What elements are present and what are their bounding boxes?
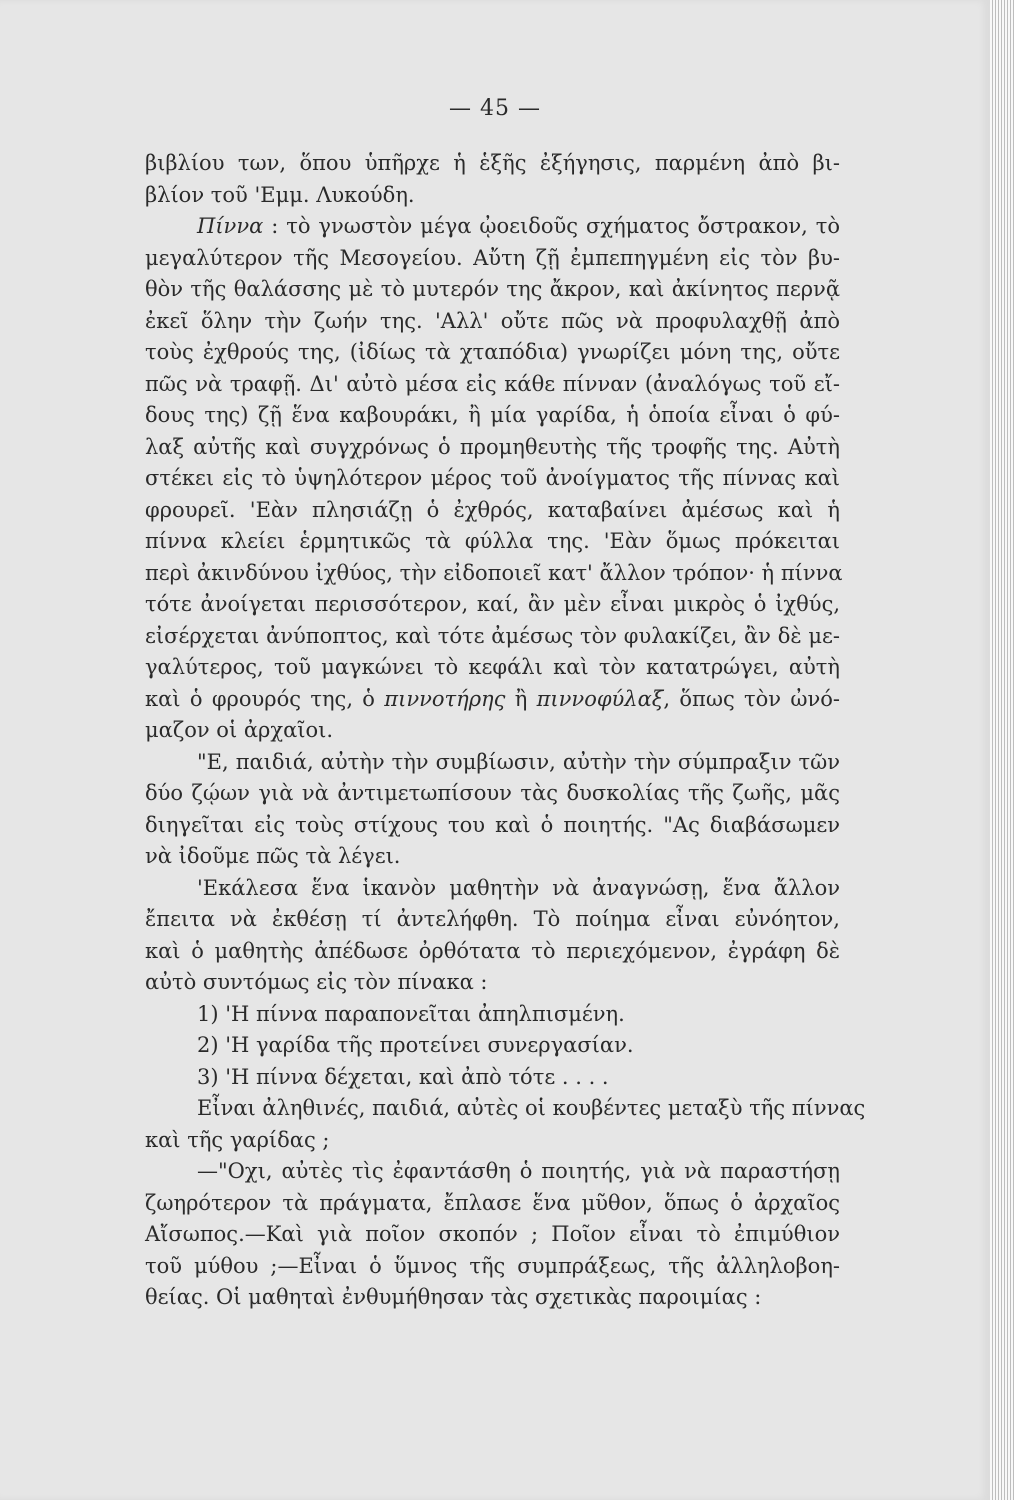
text-line: γαλύτερος, τοῦ μαγκώνει τὸ κεφάλι καὶ τὸν κατατρώγει, αὐτὴ [145,655,840,679]
text-line: ἐκεῖ ὅλην τὴν ζωήν της. 'Αλλ' οὔτε πῶς νὰ προφυλαχθῇ ἀπὸ [145,308,840,333]
text-line: πῶς νὰ τραφῇ. Δι' αὐτὸ μέσα εἰς κάθε πίνναν (ἀναλόγως τοῦ εἴ- [145,371,840,396]
text-span: καὶ ὁ φρουρός της, ὁ [145,686,385,711]
text-line: βλίον τοῦ 'Εμμ. Λυκούδη. [145,182,415,207]
text-line: διηγεῖται εἰς τοὺς στίχους του καὶ ὁ ποιητής. "Ας διαβάσωμεν [145,812,840,837]
text-line: δους της) ζῇ ἕνα καβουράκι, ἢ μία γαρίδα, ἡ ὁποία εἶναι ὁ φύ- [145,403,840,427]
text-line: ζωηρότερον τὰ πράγματα, ἔπλασε ἕνα μῦθον, ὅπως ὁ ἀρχαῖος [145,1190,840,1215]
text-line: καὶ ὁ μαθητὴς ἀπέδωσε ὀρθότατα τὸ περιεχόμενον, ἐγράφη δὲ [145,938,840,963]
text-line: θείας. Οἱ μαθηταὶ ἐνθυμήθησαν τὰς σχετικὰς παροιμίας : [145,1285,762,1309]
text-line: τοῦ μύθου ;—Εἶναι ὁ ὕμνος τῆς συμπράξεως, τῆς ἀλληλοβοη- [145,1253,840,1278]
term-italic: Πίννα [197,214,264,238]
text-line: δύο ζῴων γιὰ νὰ ἀντιμετωπίσουν τὰς δυσκολίας τῆς ζωῆς, μᾶς [145,781,840,805]
text-line: λαξ αὐτῆς καὶ συγχρόνως ὁ προμηθευτὴς τῆς τροφῆς της. Αὐτὴ [145,434,840,459]
list-item: 3) 'Η πίννα δέχεται, καὶ ἀπὸ τότε . . . . [197,1064,609,1089]
text-line: μεγαλύτερον τῆς Μεσογείου. Αὔτη ζῇ ἐμπεπηγμένη εἰς τὸν βυ- [145,245,840,270]
list-item: 1) 'Η πίννα παραπονεῖται ἀπηλπισμένη. [197,1001,625,1026]
text-line: εἰσέρχεται ἀνύποπτος, καὶ τότε ἀμέσως τὸν φυλακίζει, ἂν δὲ με- [145,623,840,648]
text-line: μαζον οἱ ἀρχαῖοι. [145,718,334,742]
term-italic: πιννοτήρης [384,686,506,711]
page-number: — 45 — [449,96,541,121]
text-line: πίννα κλείει ἑρμητικῶς τὰ φύλλα της. 'Εὰν ὅμως πρόκειται [145,529,840,553]
text-line: θὸν τῆς θαλάσσης μὲ τὸ μυτερόν της ἄκρον, καὶ ἀκίνητος περνᾷ [145,277,840,301]
text-line: Αἴσωπος.—Καὶ γιὰ ποῖον σκοπόν ; Ποῖον εἶναι τὸ ἐπιμύθιον [145,1222,840,1246]
text-line: αὐτὸ συντόμως εἰς τὸν πίνακα : [145,970,488,994]
text-line: Εἶναι ἀληθινές, παιδιά, αὐτὲς οἱ κουβέντες μεταξὺ τῆς πίννας [197,1096,866,1120]
text-line [145,684,840,716]
list-item: 2) 'Η γαρίδα τῆς προτείνει συνεργασίαν. [197,1033,634,1057]
term-italic: πιννοφύλαξ [536,686,664,711]
text-line: φρουρεῖ. 'Εὰν πλησιάζῃ ὁ ἐχθρός, καταβαίνει ἀμέσως καὶ ἡ [145,497,840,522]
text-line: νὰ ἰδοῦμε πῶς τὰ λέγει. [145,844,401,868]
text-line: τότε ἀνοίγεται περισσότερον, καί, ἂν μὲν εἶναι μικρὸς ὁ ἰχθύς, [145,592,840,616]
text-line: τοὺς ἐχθρούς της, (ἰδίως τὰ χταπόδια) γνωρίζει μόνη της, οὔτε [145,340,840,364]
text-line: καὶ τῆς γαρίδας ; [145,1127,330,1152]
text-line: "Ε, παιδιά, αὐτὴν τὴν συμβίωσιν, αὐτὴν τὴν σύμπραξιν τῶν [197,749,840,774]
text-line: περὶ ἀκινδύνου ἰχθύος, τὴν εἰδοποιεῖ κατ' ἄλλον τρόπον· ἡ πίννα [145,560,843,585]
page-edge [990,0,1014,1500]
text-line [145,211,840,243]
text-line: 'Εκάλεσα ἕνα ἱκανὸν μαθητὴν νὰ ἀναγνώσῃ, ἕνα ἄλλον [197,875,840,900]
text-line: ἔπειτα νὰ ἐκθέσῃ τί ἀντελήφθη. Τὸ ποίημα εἶναι εὐνόητον, [145,907,840,931]
text-line: στέκει εἰς τὸ ὑψηλότερον μέρος τοῦ ἀνοίγματος τῆς πίννας καὶ [145,466,840,490]
text-span: : τὸ γνωστὸν μέγα ᾠοειδοῦς σχήματος ὄστρακον, τὸ [263,214,840,238]
text-line: βιβλίου των, ὅπου ὑπῆρχε ἡ ἑξῆς ἐξήγησις, παρμένη ἀπὸ βι- [145,151,840,175]
text-line: —"Οχι, αὐτὲς τὶς ἐφαντάσθη ὁ ποιητής, γιὰ νὰ παραστήσῃ [197,1159,840,1183]
body-text [145,148,866,1314]
text-span: ἢ [505,686,537,711]
text-span: , ὅπως τὸν ὠνό- [663,686,840,711]
